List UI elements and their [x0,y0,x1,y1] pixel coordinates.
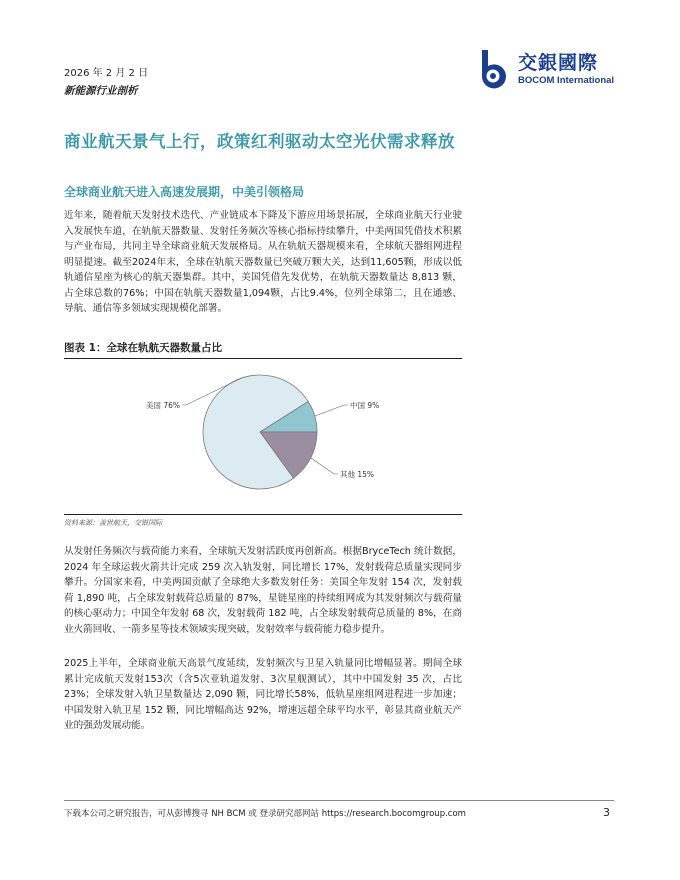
paragraph-2: 从发射任务频次与载荷能力来看，全球航天发射活跃度再创新高。根据BryceTech 统计数据，2024 年全球运载火箭共计完成 259 次入轨发射，同比增长 17%，发射载荷总质量实现同步攀升。分国家来看，中美两国贡献了全球绝大多数发射任务：美国全年发射 154 次，发射载荷 1,890 吨，占全球发射载荷总质量的 87%，星链星座的持续组网成为其发射频次与载荷量的核心驱动力；中国全年发射 68 次，发射载荷 182 吨，占全球发射载荷总质量的 8%，在商业火箭回收、一箭多星等技术领域实现突破，发射效率与载荷能力稳步提升。 [64,546,462,635]
footer-text: 下载本公司之研究报告，可从彭博搜寻 NH BCM 或 登录研究部网站 https://research.bocomgroup.com [64,809,466,819]
pie-leader-line [315,405,348,416]
figure-bottom-rule [64,514,462,515]
report-date: 2026 年 2 月 2 日 [64,68,149,79]
pie-label: 美国 76% [145,401,180,410]
figure-source: 资料来源：盖世航天，交银国际 [64,519,162,527]
logo-english: BOCOM International [518,75,615,86]
article-subtitle: 全球商业航天进入高速发展期，中美引领格局 [64,185,305,199]
paragraph-3: 2025上半年，全球商业航天高景气度延续，发射频次与卫星入轨量同比增幅显著。期间全球累计完成航天发射153次（含5次亚轨道发射、3次星舰测试），其中中国发射 35 次，占比 23%；全球发射入轨卫星数量达 2,090 颗，同比增长58%，低轨星座组网进程进一步加速；中国发射入轨卫星 152 颗，同比增幅高达 92%，增速远超全球平均水平，彰显其商业航天产业的强劲发展动能。 [64,658,462,731]
report-section: 新能源行业剖析 [64,85,138,97]
page-number: 3 [603,806,610,819]
article-title: 商业航天景气上行，政策红利驱动太空光伏需求释放 [64,132,455,151]
figure-title: 图表 1：全球在轨航天器数量占比 [64,342,222,354]
bocom-logo-icon [476,46,516,92]
company-logo [476,46,626,92]
figure-top-rule [64,358,462,359]
logo-chinese: 交銀國際 [518,52,599,74]
pie-label: 中国 9% [350,401,380,410]
pie-label: 其他 15% [340,470,375,479]
paragraph-1: 近年来，随着航天发射技术迭代、产业链成本下降及下游应用场景拓展，全球商业航天行业驶入发展快车道，在轨航天器数量、发射任务频次等核心指标持续攀升，中美两国凭借技术积累与产业布局，共同主导全球商业航天发展格局。从在轨航天器规模来看，全球航天器组网进程明显提速。截至2024年末，全球在轨航天器数量已突破万颗大关，达到11,605颗，形成以低轨通信星座为核心的航天器集群。其中，美国凭借先发优势，在轨航天器数量达 8,813 颗，占全球总数的76%；中国在轨航天器数量1,094颗，占比9.4%，位列全球第二，且在通感、导航、通信等多领域实现规模化部署。 [64,210,462,314]
pie-chart [64,360,462,512]
pie-leader-line [311,458,338,474]
footer-rule [64,800,614,801]
